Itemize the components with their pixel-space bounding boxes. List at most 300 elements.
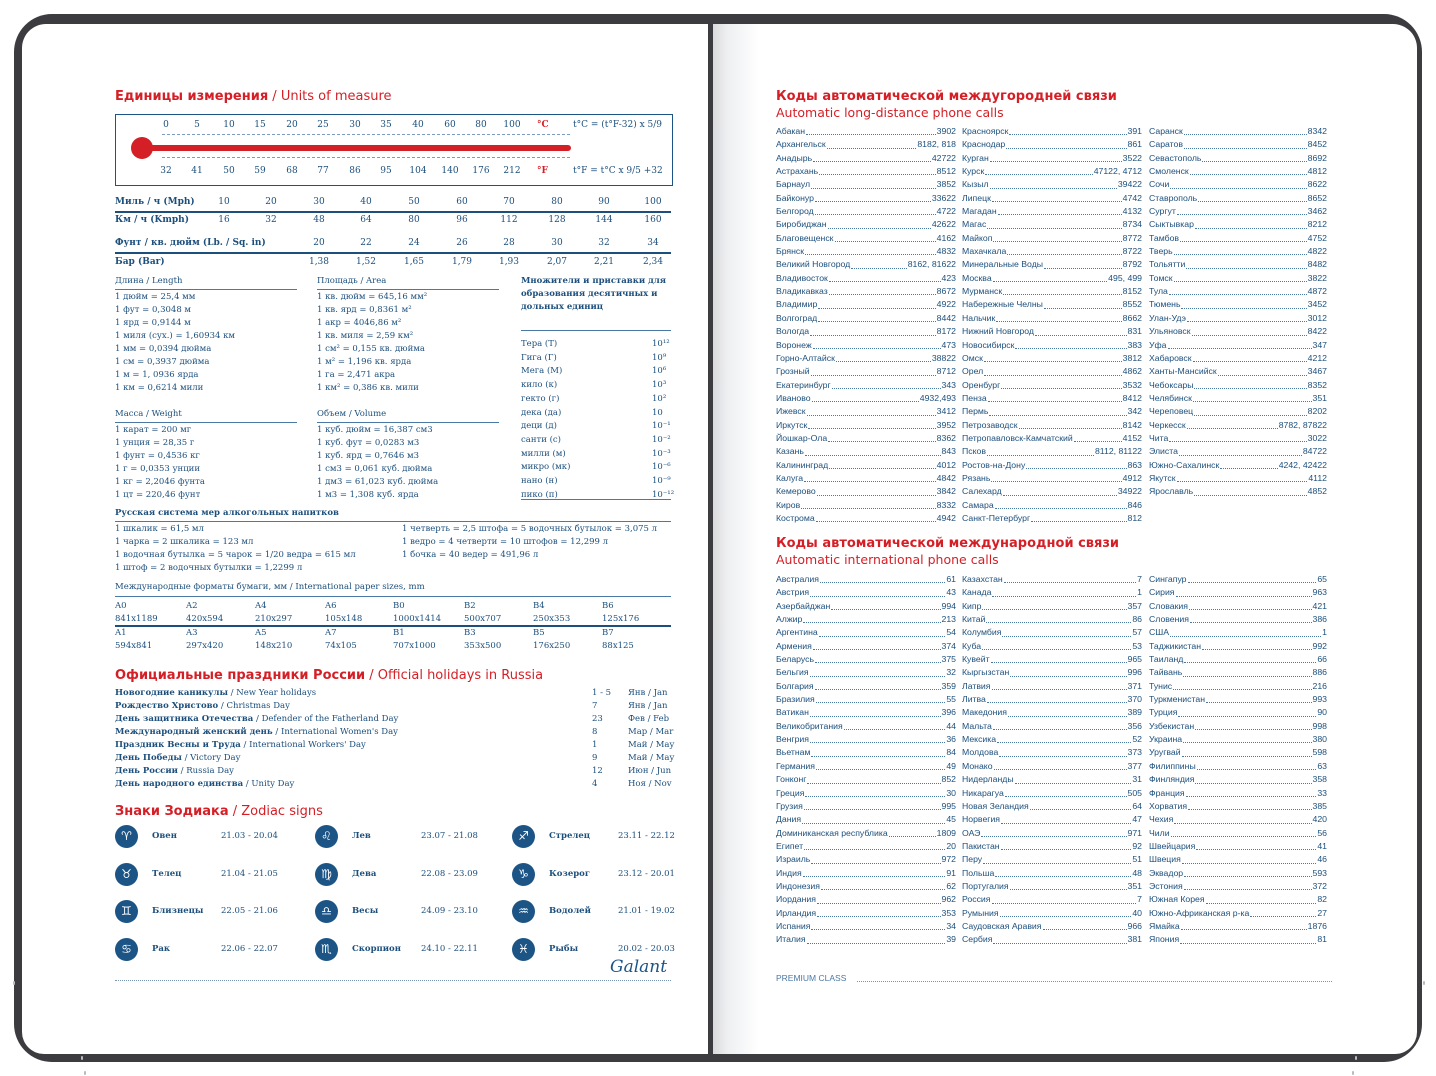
- dialing-code: 47: [1132, 814, 1142, 825]
- dot-leader: [1001, 813, 1131, 823]
- dialing-code: 3012: [1307, 312, 1327, 323]
- dialing-code: 57: [1132, 627, 1142, 638]
- dialing-code: 32: [946, 667, 956, 678]
- longdistance-column-1: [776, 125, 956, 525]
- phone-code-row: [1149, 933, 1327, 946]
- place-name: Орел: [962, 366, 984, 377]
- dialing-code: 4132: [1122, 206, 1142, 217]
- dialing-code: 377: [1127, 760, 1142, 771]
- dialing-code: 421: [1312, 600, 1327, 611]
- phone-code-row: [1149, 325, 1327, 338]
- phone-code-row: [776, 218, 956, 231]
- dot-leader: [808, 419, 935, 429]
- dot-leader: [993, 232, 1121, 242]
- sagittarius-icon: ♐: [512, 825, 535, 848]
- dialing-code: 216: [1312, 680, 1327, 691]
- speed-value: 128: [548, 215, 566, 225]
- dialing-code: 8452: [1307, 139, 1327, 150]
- dialing-code: 8422: [1307, 326, 1327, 337]
- dialing-code: 8782, 87822: [1278, 419, 1327, 430]
- paper-size-cell: 105x148: [325, 614, 363, 624]
- speed-value: 100: [644, 197, 662, 207]
- phone-code-row: [1149, 867, 1327, 880]
- phone-code-row: [962, 432, 1142, 445]
- place-name: Эквадор: [1149, 867, 1184, 878]
- paper-size-cell: A6: [325, 601, 337, 611]
- dot-leader: [990, 152, 1122, 162]
- dialing-code: 8772: [1122, 232, 1142, 243]
- dot-leader: [811, 853, 940, 863]
- phone-code-row: [962, 178, 1142, 191]
- dialing-code: 4912: [1122, 472, 1142, 483]
- celsius-tick-label: 30: [349, 120, 361, 130]
- dialing-code: 8792: [1122, 259, 1142, 270]
- phone-code-row: [962, 152, 1142, 165]
- place-name: Ямайка: [1149, 920, 1180, 931]
- paper-size-cell: A4: [255, 601, 267, 611]
- zodiac-sign-name: Стрелец: [549, 831, 591, 841]
- place-name: Хорватия: [1149, 800, 1188, 811]
- dot-leader: [1176, 586, 1312, 596]
- place-name: Германия: [776, 760, 815, 771]
- place-name: Пакистан: [962, 840, 1000, 851]
- paper-size-cell: 250x353: [533, 614, 571, 624]
- dialing-code: 4922: [936, 299, 956, 310]
- dialing-code: 4942: [936, 512, 956, 523]
- phone-code-row: [1149, 379, 1327, 392]
- place-name: Ульяновск: [1149, 326, 1191, 337]
- alcohol-list-left: 1 шкалик = 61,5 мл 1 чарка = 2 шкалика = 123 мл 1 водочная бутылка = 5 чарок = 1/20 ведра = 615 мл 1 штоф = 2 водочных бутылки = 1,2299 л: [115, 524, 356, 573]
- phone-code-row: [776, 125, 956, 138]
- dot-leader: [1008, 706, 1127, 716]
- dialing-code: 20: [946, 840, 956, 851]
- phone-code-row: [1149, 693, 1327, 706]
- dialing-code: 33: [1317, 787, 1327, 798]
- dot-leader: [1187, 419, 1278, 429]
- phone-code-row: [1149, 840, 1327, 853]
- phone-code-row: [962, 459, 1142, 472]
- dot-leader: [1193, 352, 1307, 362]
- dialing-code: 473: [941, 339, 956, 350]
- phone-code-row: [1149, 419, 1327, 432]
- dot-leader: [813, 152, 931, 162]
- dot-leader: [815, 680, 941, 690]
- pressure-value: 2,21: [593, 257, 615, 267]
- pressure-value: 1,52: [355, 257, 377, 267]
- dot-leader: [1187, 312, 1307, 322]
- dot-leader: [992, 586, 1136, 596]
- place-name: Португалия: [962, 880, 1009, 891]
- holiday-month: Май / May: [628, 753, 675, 763]
- phone-code-row: [962, 339, 1142, 352]
- place-name: Иордания: [776, 894, 816, 905]
- paper-size-cell: 148x210: [255, 641, 293, 651]
- place-name: Оренбург: [962, 379, 1001, 390]
- thermometer-column: [147, 145, 571, 151]
- place-name: Кувейт: [962, 654, 990, 665]
- dialing-code: 972: [941, 854, 956, 865]
- paper-size-cell: 420x594: [186, 614, 224, 624]
- dialing-code: 34: [946, 920, 956, 931]
- dot-leader: [1184, 138, 1307, 148]
- dot-leader: [1250, 907, 1316, 917]
- place-name: Красноярск: [962, 126, 1009, 136]
- speed-value: 96: [456, 215, 468, 225]
- dot-leader: [844, 720, 946, 730]
- paper-size-cell: B3: [464, 628, 476, 638]
- paper-size-cell: B5: [533, 628, 545, 638]
- dot-leader: [1206, 893, 1317, 903]
- dialing-code: 31: [1132, 774, 1142, 785]
- phone-code-row: [776, 258, 956, 271]
- dot-leader: [807, 405, 936, 415]
- dialing-code: 4212: [1307, 352, 1327, 363]
- dialing-code: 81: [1317, 934, 1327, 945]
- dialing-code: 385: [1312, 800, 1327, 811]
- place-name: Мексика: [962, 734, 997, 745]
- phone-code-row: [1149, 800, 1327, 813]
- dialing-code: 1: [1137, 587, 1142, 598]
- celsius-tick-label: 100: [503, 120, 521, 130]
- dot-leader: [1001, 840, 1132, 850]
- phone-code-row: [776, 445, 956, 458]
- phone-code-row: [962, 365, 1142, 378]
- dot-leader: [1006, 138, 1126, 148]
- phone-code-row: [776, 138, 956, 151]
- fahrenheit-tick-label: 86: [349, 166, 361, 176]
- phone-code-row: [776, 773, 956, 786]
- dialing-code: 4932,493: [919, 392, 956, 403]
- phone-code-row: [962, 813, 1142, 826]
- place-name: Вьетнам: [776, 747, 811, 758]
- dot-leader: [1030, 800, 1132, 810]
- dialing-code: 51: [1132, 854, 1142, 865]
- place-name: Курск: [962, 166, 985, 177]
- dialing-code: 1: [1322, 627, 1327, 638]
- dot-leader: [801, 499, 935, 509]
- dialing-code: 846: [1127, 499, 1142, 510]
- phone-code-row: [1149, 392, 1327, 405]
- holiday-month: Янв / Jan: [628, 688, 668, 698]
- phone-code-row: [776, 312, 956, 325]
- place-name: Тунис: [1149, 680, 1173, 691]
- place-name: Финляндия: [1149, 774, 1195, 785]
- paper-size-cell: 353x500: [464, 641, 502, 651]
- place-name: Тула: [1149, 286, 1168, 297]
- fahrenheit-tick-label: 95: [380, 166, 392, 176]
- dot-leader: [804, 472, 936, 482]
- dialing-code: 383: [1127, 339, 1142, 350]
- holiday-month: Янв / Jan: [628, 701, 668, 711]
- prefix-names: Тера (Т) Гига (Г) Мега (М) кило (к) гекто (г) дека (да) деци (д) санти (с) милли (м) микро (мк) нано (н) пико (п): [521, 339, 571, 500]
- holiday-name-en: / Unity Day: [243, 779, 295, 789]
- phone-code-row: [776, 352, 956, 365]
- dot-leader: [832, 379, 941, 389]
- phone-code-row: [776, 586, 956, 599]
- length-title: Длина / Length: [115, 276, 183, 286]
- dot-leader: [984, 365, 1121, 375]
- paper-size-cell: A0: [115, 601, 127, 611]
- celsius-tick-label: 15: [254, 120, 266, 130]
- galant-logo: Galant: [610, 957, 668, 977]
- phone-code-row: [1149, 125, 1327, 138]
- phone-code-row: [776, 746, 956, 759]
- phone-code-row: [1149, 586, 1327, 599]
- place-name: ОАЭ: [962, 827, 981, 838]
- dot-leader: [818, 312, 935, 322]
- fahrenheit-tick-label: 104: [409, 166, 427, 176]
- dot-leader: [1195, 218, 1307, 228]
- dot-leader: [1005, 787, 1127, 797]
- phone-code-row: [1149, 733, 1327, 746]
- phone-code-row: [1149, 205, 1327, 218]
- phone-code-row: [776, 693, 956, 706]
- dialing-code: 90: [1317, 707, 1327, 718]
- dialing-code: 4852: [1307, 486, 1327, 497]
- phone-code-row: [776, 653, 956, 666]
- place-name: Белгород: [776, 206, 814, 217]
- dot-leader: [996, 312, 1121, 322]
- place-name: Салехард: [962, 486, 1002, 497]
- prefix-title: Множители и приставки для образования десятичных и дольных единиц: [521, 276, 667, 312]
- phone-code-row: [776, 325, 956, 338]
- phone-code-row: [1149, 680, 1327, 693]
- phone-code-row: [1149, 445, 1327, 458]
- dot-leader: [831, 600, 940, 610]
- place-name: Эстония: [1149, 880, 1183, 891]
- dot-leader: [803, 613, 940, 623]
- phone-code-row: [776, 432, 956, 445]
- dot-leader: [1015, 339, 1126, 349]
- holiday-day: 9: [592, 753, 598, 763]
- dialing-code: 86: [1132, 614, 1142, 625]
- phone-code-row: [1149, 813, 1327, 826]
- place-name: Куба: [962, 640, 982, 651]
- phone-code-row: [962, 653, 1142, 666]
- phone-code-row: [1149, 192, 1327, 205]
- dialing-code: 4842: [936, 472, 956, 483]
- dialing-code: 8662: [1122, 312, 1142, 323]
- place-name: Калуга: [776, 472, 804, 483]
- dialing-code: 8412: [1122, 392, 1142, 403]
- place-name: Владимир: [776, 299, 818, 310]
- dialing-code: 359: [941, 680, 956, 691]
- dialing-code: 56: [1317, 827, 1327, 838]
- celsius-unit: °C: [537, 120, 549, 130]
- zodiac-sign-name: Рыбы: [549, 943, 579, 954]
- phone-code-row: [962, 680, 1142, 693]
- phone-code-row: [1149, 720, 1327, 733]
- phone-code-row: [962, 880, 1142, 893]
- fahrenheit-tick-label: 140: [441, 166, 459, 176]
- place-name: Австралия: [776, 574, 819, 584]
- celsius-tick-label: 10: [223, 120, 235, 130]
- stitch-mark: [81, 1056, 83, 1060]
- dot-leader: [1206, 693, 1311, 703]
- dot-leader: [1074, 432, 1122, 442]
- phone-code-row: [776, 512, 956, 525]
- dialing-code: 351: [1127, 880, 1142, 891]
- dot-leader: [1202, 152, 1306, 162]
- dialing-code: 812: [1127, 512, 1142, 523]
- phone-code-row: [776, 459, 956, 472]
- dot-leader: [807, 773, 940, 783]
- dialing-code: 62: [946, 880, 956, 891]
- dot-leader: [1186, 787, 1317, 797]
- phone-code-row: [962, 613, 1142, 626]
- dot-leader: [1182, 746, 1312, 756]
- speed-value: 80: [408, 215, 420, 225]
- dialing-code: 39: [946, 934, 956, 945]
- dot-leader: [1174, 272, 1307, 282]
- phone-code-row: [962, 379, 1142, 392]
- dialing-code: 8162, 81622: [907, 259, 956, 270]
- holiday-month: Ноя / Nov: [628, 779, 672, 789]
- place-name: Майкоп: [962, 232, 993, 243]
- dialing-code: 40: [1132, 907, 1142, 918]
- phone-code-row: [962, 298, 1142, 311]
- dot-leader: [1170, 178, 1306, 188]
- dot-leader: [985, 165, 1092, 175]
- phone-code-row: [962, 285, 1142, 298]
- phone-code-row: [776, 787, 956, 800]
- dot-leader: [992, 680, 1127, 690]
- dot-leader: [1169, 432, 1306, 442]
- dot-leader: [995, 867, 1131, 877]
- holiday-day: 8: [592, 727, 598, 737]
- dot-leader: [1180, 232, 1307, 242]
- dialing-code: 47122, 4712: [1093, 166, 1142, 177]
- dialing-code: 4812: [1307, 166, 1327, 177]
- place-name: Петропавловск-Камчатский: [962, 432, 1073, 443]
- zodiac-sign-name: Лев: [352, 831, 371, 841]
- cancer-icon: ♋: [115, 938, 138, 961]
- dot-leader: [993, 720, 1127, 730]
- fahrenheit-tick-label: 50: [223, 166, 235, 176]
- dot-leader: [811, 365, 936, 375]
- place-name: Болгария: [776, 680, 814, 691]
- pressure-value: 1,79: [451, 257, 473, 267]
- capricorn-icon: ♑: [512, 863, 535, 886]
- dot-leader: [827, 138, 917, 148]
- holiday-name-ru: День России: [115, 766, 178, 776]
- dot-leader: [815, 653, 941, 663]
- dot-leader: [829, 285, 936, 295]
- place-name: Нидерланды: [962, 774, 1014, 785]
- dot-leader: [994, 760, 1127, 770]
- international-column-1: [776, 573, 956, 947]
- dialing-code: 373: [1127, 747, 1142, 758]
- dot-leader: [1178, 706, 1316, 716]
- dialing-code: 61: [946, 574, 956, 584]
- dialing-code: 46: [1317, 854, 1327, 865]
- place-name: Тольятти: [1149, 259, 1186, 270]
- paper-size-cell: B6: [602, 601, 614, 611]
- international-title-ru: Коды автоматической международной связи: [776, 536, 1120, 551]
- dialing-code: 36: [946, 734, 956, 745]
- phone-code-row: [1149, 405, 1327, 418]
- phone-code-row: [1149, 880, 1327, 893]
- place-name: Израиль: [776, 854, 811, 865]
- dialing-code: 375: [941, 654, 956, 665]
- dialing-code: 374: [941, 640, 956, 651]
- pressure-value: 20: [313, 238, 325, 248]
- phone-code-row: [962, 787, 1142, 800]
- pressure-value: 24: [408, 238, 420, 248]
- dialing-code: 995: [941, 800, 956, 811]
- dot-leader: [816, 512, 936, 522]
- weight-list: 1 карат = 200 мг 1 унция = 28,35 г 1 фунт = 0,4536 кг 1 г = 0,0353 унции 1 кг = 2,2046 фунта 1 цт = 220,46 фунт: [115, 425, 205, 500]
- dialing-code: 41: [1317, 840, 1327, 851]
- place-name: Магас: [962, 219, 987, 230]
- speed-value: 70: [503, 197, 515, 207]
- place-name: Словения: [1149, 614, 1189, 625]
- place-name: Мальта: [962, 720, 992, 731]
- place-name: Монако: [962, 760, 993, 771]
- phone-code-row: [962, 840, 1142, 853]
- phone-code-row: [1149, 787, 1327, 800]
- dialing-code: 357: [1127, 600, 1142, 611]
- dot-leader: [1194, 379, 1306, 389]
- place-name: Иваново: [776, 392, 811, 403]
- dot-leader: [991, 472, 1121, 482]
- dialing-code: 4742: [1122, 192, 1142, 203]
- dialing-code: 3822: [1307, 272, 1327, 283]
- pressure-value: 30: [551, 238, 563, 248]
- phone-code-row: [962, 138, 1142, 151]
- phone-code-row: [776, 365, 956, 378]
- speed-value: 144: [595, 215, 613, 225]
- zodiac-sign-dates: 21.03 - 20.04: [221, 831, 278, 841]
- zodiac-sign-name: Овен: [152, 831, 177, 841]
- paper-size-cell: 500x707: [464, 614, 502, 624]
- phone-code-row: [776, 499, 956, 512]
- place-name: Франция: [1149, 787, 1185, 798]
- place-name: Уругвай: [1149, 747, 1181, 758]
- international-column-2: [962, 573, 1142, 947]
- dialing-code: 994: [941, 600, 956, 611]
- paper-size-cell: 297x420: [186, 641, 224, 651]
- phone-code-row: [776, 600, 956, 613]
- dialing-code: 971: [1127, 827, 1142, 838]
- phone-code-row: [776, 379, 956, 392]
- phone-code-row: [962, 272, 1142, 285]
- holiday-name-ru: Новогодние каникулы: [115, 688, 228, 698]
- speed-value: 80: [551, 197, 563, 207]
- pressure-value: 2,07: [546, 257, 568, 267]
- speed-value: 16: [218, 215, 230, 225]
- place-name: Гонконг: [776, 774, 807, 785]
- phone-code-row: [1149, 907, 1327, 920]
- speed-value: 160: [644, 215, 662, 225]
- place-name: Ставрополь: [1149, 192, 1198, 203]
- holiday-row: [115, 752, 240, 765]
- phone-code-row: [962, 245, 1142, 258]
- holiday-day: 7: [592, 701, 598, 711]
- international-column-3: [1149, 573, 1327, 947]
- holiday-row: [115, 687, 316, 700]
- place-name: Словакия: [1149, 600, 1188, 611]
- dot-leader: [990, 178, 1117, 188]
- phone-code-row: [962, 853, 1142, 866]
- dialing-code: 49: [946, 760, 956, 771]
- celsius-tick-label: 20: [286, 120, 298, 130]
- paper-size-cell: 1000x1414: [393, 614, 442, 624]
- dot-leader: [810, 706, 941, 716]
- dot-leader: [997, 733, 1131, 743]
- dialing-code: 386: [1312, 614, 1327, 625]
- place-name: Чехия: [1149, 814, 1174, 825]
